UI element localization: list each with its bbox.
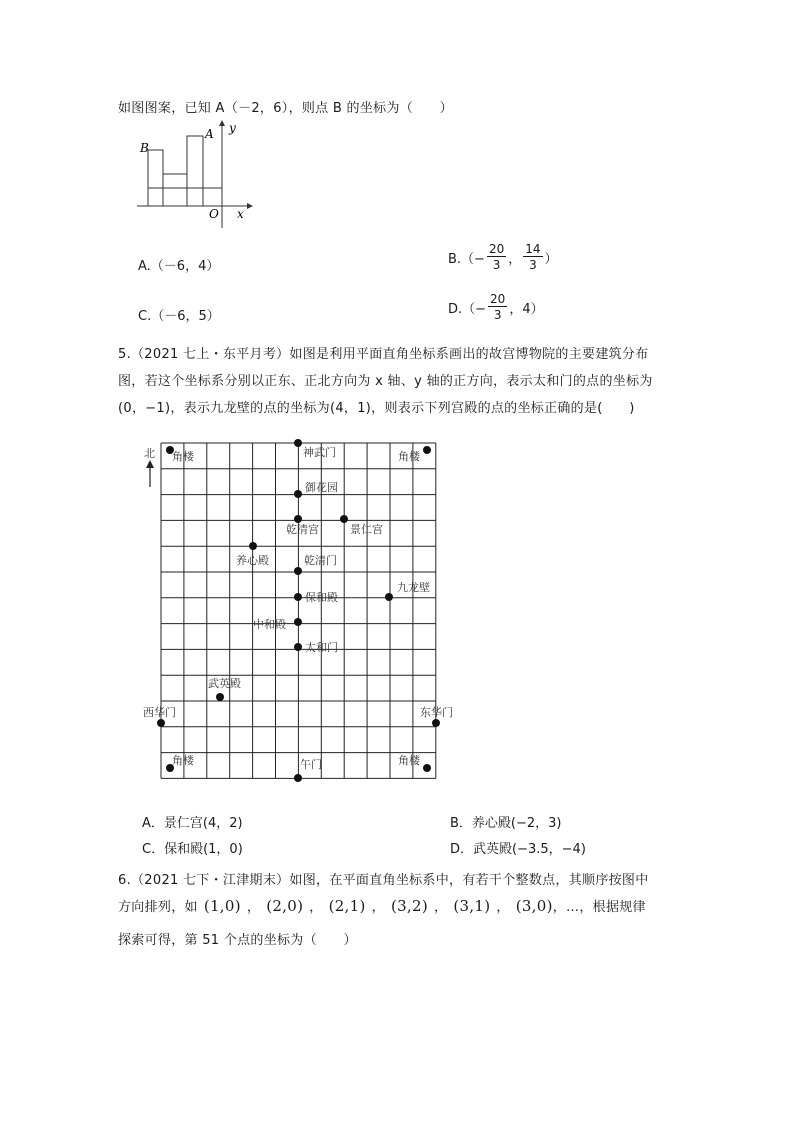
- q6-point: (2,0): [266, 896, 304, 915]
- map-point-jiaolou-tr: [423, 446, 431, 454]
- map-point-baohedian: [294, 593, 302, 601]
- q4-stem: 如图图案，已知 A（－2，6），则点 B 的坐标为（ ）: [118, 101, 453, 116]
- map-point-zhonghedian: [294, 618, 302, 626]
- q6-point: (3,1): [453, 896, 491, 915]
- q5-option-d: D．武英殿(−3.5，−4): [450, 842, 586, 857]
- palace-map: [140, 435, 470, 785]
- q4-option-d: D.（− $\frac{20}{3}$ ，4）: [448, 292, 544, 322]
- map-point-qianqinggong: [294, 515, 302, 523]
- q4-rect-mid-top: [163, 174, 187, 188]
- x-arrow-icon: [247, 203, 253, 209]
- q4-rect-right: [187, 136, 203, 206]
- q4-label-O: O: [209, 207, 219, 221]
- label-jiaolou-tl: 角楼: [172, 450, 194, 463]
- map-point-yuhuayuan: [294, 490, 302, 498]
- label-wumen: 午门: [300, 758, 322, 771]
- map-point-qianqingmen: [294, 567, 302, 575]
- map-point-shenwumen: [294, 439, 302, 447]
- q6-line3: 探索可得，第 51 个点的坐标为（ ）: [118, 933, 357, 948]
- map-point-wumen: [294, 774, 302, 782]
- label-zhonghedian: 中和殿: [253, 618, 286, 631]
- q5-line3: (0，−1)，表示九龙壁的点的坐标为(4，1)，则表示下列宫殿的点的坐标正确的是( ): [118, 401, 635, 416]
- map-point-taihemen: [294, 643, 302, 651]
- map-point-jiaolou-br: [423, 764, 431, 772]
- label-taihemen: 太和门: [305, 641, 338, 654]
- label-jingrengong: 景仁宫: [350, 523, 383, 536]
- q4-figure: [132, 120, 262, 230]
- q4-rect-left: [148, 150, 163, 206]
- q5-option-a: A．景仁宫(4，2): [142, 816, 243, 831]
- q6-point: (1,0): [203, 896, 241, 915]
- label-yangxindian: 养心殿: [236, 554, 269, 567]
- q4-rect-bottom: [148, 188, 222, 206]
- label-donghuamen: 东华门: [420, 706, 453, 719]
- label-yuhuayuan: 御花园: [305, 481, 338, 494]
- map-point-wuyingdian: [216, 693, 224, 701]
- q6-point: (3,0): [515, 896, 553, 915]
- label-jiulongbi: 九龙壁: [397, 581, 430, 594]
- label-jiaolou-bl: 角楼: [172, 754, 194, 767]
- q6-point: (2,1): [328, 896, 366, 915]
- q6-point: (3,2): [390, 896, 428, 915]
- label-jiaolou-tr: 角楼: [398, 450, 420, 463]
- map-point-donghuamen: [432, 719, 440, 727]
- q4-label-y: y: [229, 121, 236, 135]
- label-shenwumen: 神武门: [303, 446, 336, 459]
- map-point-yangxindian: [249, 542, 257, 550]
- label-xihuamen: 西华门: [143, 706, 176, 719]
- map-point-jingrengong: [340, 515, 348, 523]
- q4-option-a: A.（－6，4）: [138, 259, 220, 274]
- q6-line2: 方向排列，如 (1,0) ， (2,0) ， (2,1) ， (3,2) ， (3,1) ， (3,0) ，…，根据规律: [118, 896, 646, 915]
- y-arrow-icon: [219, 120, 225, 126]
- q4-label-x: x: [237, 207, 244, 221]
- label-baohedian: 保和殿: [305, 591, 338, 604]
- label-qianqinggong: 乾清宫: [286, 523, 319, 536]
- q4-label-A: A: [205, 127, 214, 141]
- q4-option-b: B.（− $\frac{20}{3}$ ， $\frac{14}{3}$ ）: [448, 242, 558, 272]
- label-wuyingdian: 武英殿: [208, 677, 241, 690]
- q5-option-b: B．养心殿(−2，3): [450, 816, 562, 831]
- q5-line2: 图，若这个坐标系分别以正东、正北方向为 x 轴、y 轴的正方向，表示太和门的点的坐标为: [118, 374, 653, 389]
- q5-line1: 5.（2021 七上・东平月考）如图是利用平面直角坐标系画出的故宫博物院的主要建筑分布: [118, 347, 649, 362]
- q4-option-c: C.（－6，5）: [138, 309, 220, 324]
- q4-label-B: B: [140, 141, 149, 155]
- map-point-xihuamen: [157, 719, 165, 727]
- north-label: 北: [144, 447, 155, 460]
- q6-line1: 6.（2021 七下・江津期末）如图，在平面直角坐标系中，有若干个整数点，其顺序按图中: [118, 873, 649, 888]
- label-qianqingmen: 乾清门: [304, 554, 337, 567]
- q5-option-c: C．保和殿(1，0): [142, 842, 243, 857]
- map-point-jiulongbi: [385, 593, 393, 601]
- north-arrow-icon: [146, 460, 154, 468]
- label-jiaolou-br: 角楼: [398, 754, 420, 767]
